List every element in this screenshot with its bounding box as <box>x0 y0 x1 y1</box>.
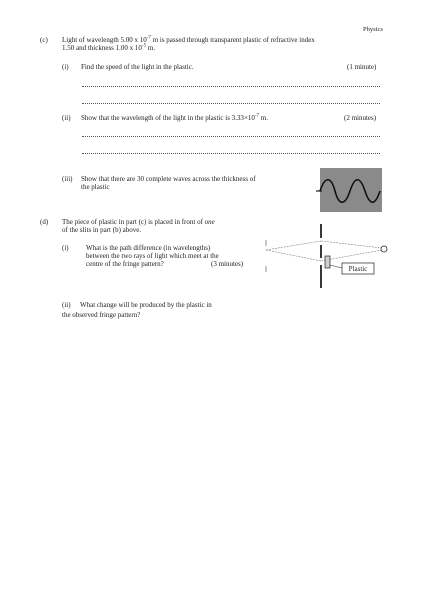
question-d-i-line-1: What is the path difference (in wavelengths) <box>86 244 211 252</box>
question-d-i-number: (i) <box>62 244 69 252</box>
question-d-ii-number: (ii) <box>62 301 71 309</box>
question-d-i-line-3: centre of the fringe pattern? <box>86 260 164 268</box>
question-c-iii-number: (iii) <box>62 175 73 183</box>
question-c-ii-text: Show that the wavelength of the light in the plastic is $3.33\times 10^{-7}$ m. <box>81 113 268 122</box>
answer-line[interactable] <box>82 153 380 154</box>
plastic-piece <box>325 256 330 268</box>
wave-in-plastic-diagram <box>316 166 384 214</box>
part-d-line-1: The piece of plastic in part (c) is placed in front of one <box>62 218 215 226</box>
answer-line[interactable] <box>82 86 380 87</box>
part-c-label: (c) <box>40 36 48 44</box>
part-c-line-2: 1.50 and thickness 1.00 x $10^{-5}$ m. <box>62 43 156 52</box>
part-d-label: (d) <box>40 218 49 226</box>
question-c-i-marks: (1 minute) <box>347 63 377 71</box>
question-c-i-number: (i) <box>62 63 69 71</box>
answer-line[interactable] <box>82 103 380 104</box>
question-c-iii-line-1: Show that there are 30 complete waves across the thickness of <box>81 175 256 183</box>
question-c-iii-line-2: the plastic <box>81 183 110 191</box>
question-c-ii-marks: (2 minutes) <box>344 114 377 122</box>
answer-line[interactable] <box>82 136 380 137</box>
part-c-line-1: Light of wavelength 5.00 x $10^{-7}$ m is passed through transparent plastic of refractive index <box>62 35 315 44</box>
question-c-i-text: Find the speed of the light in the plastic. <box>81 63 194 71</box>
subject-header: Physics <box>363 26 383 33</box>
question-d-ii-line-1: What change will be produced by the plastic in <box>80 301 212 309</box>
question-d-ii-line-2: the observed fringe pattern? <box>62 311 141 319</box>
question-c-ii-number: (ii) <box>62 114 71 122</box>
question-d-i-marks: (3 minutes) <box>211 260 244 268</box>
part-d-line-2: of the slits in part (b) above. <box>62 226 142 234</box>
screen-point-icon <box>381 246 387 252</box>
question-d-i-line-2: between the two rays of light which meet at the <box>86 252 219 260</box>
plastic-label: Plastic <box>348 265 368 273</box>
double-slit-diagram <box>264 218 394 290</box>
